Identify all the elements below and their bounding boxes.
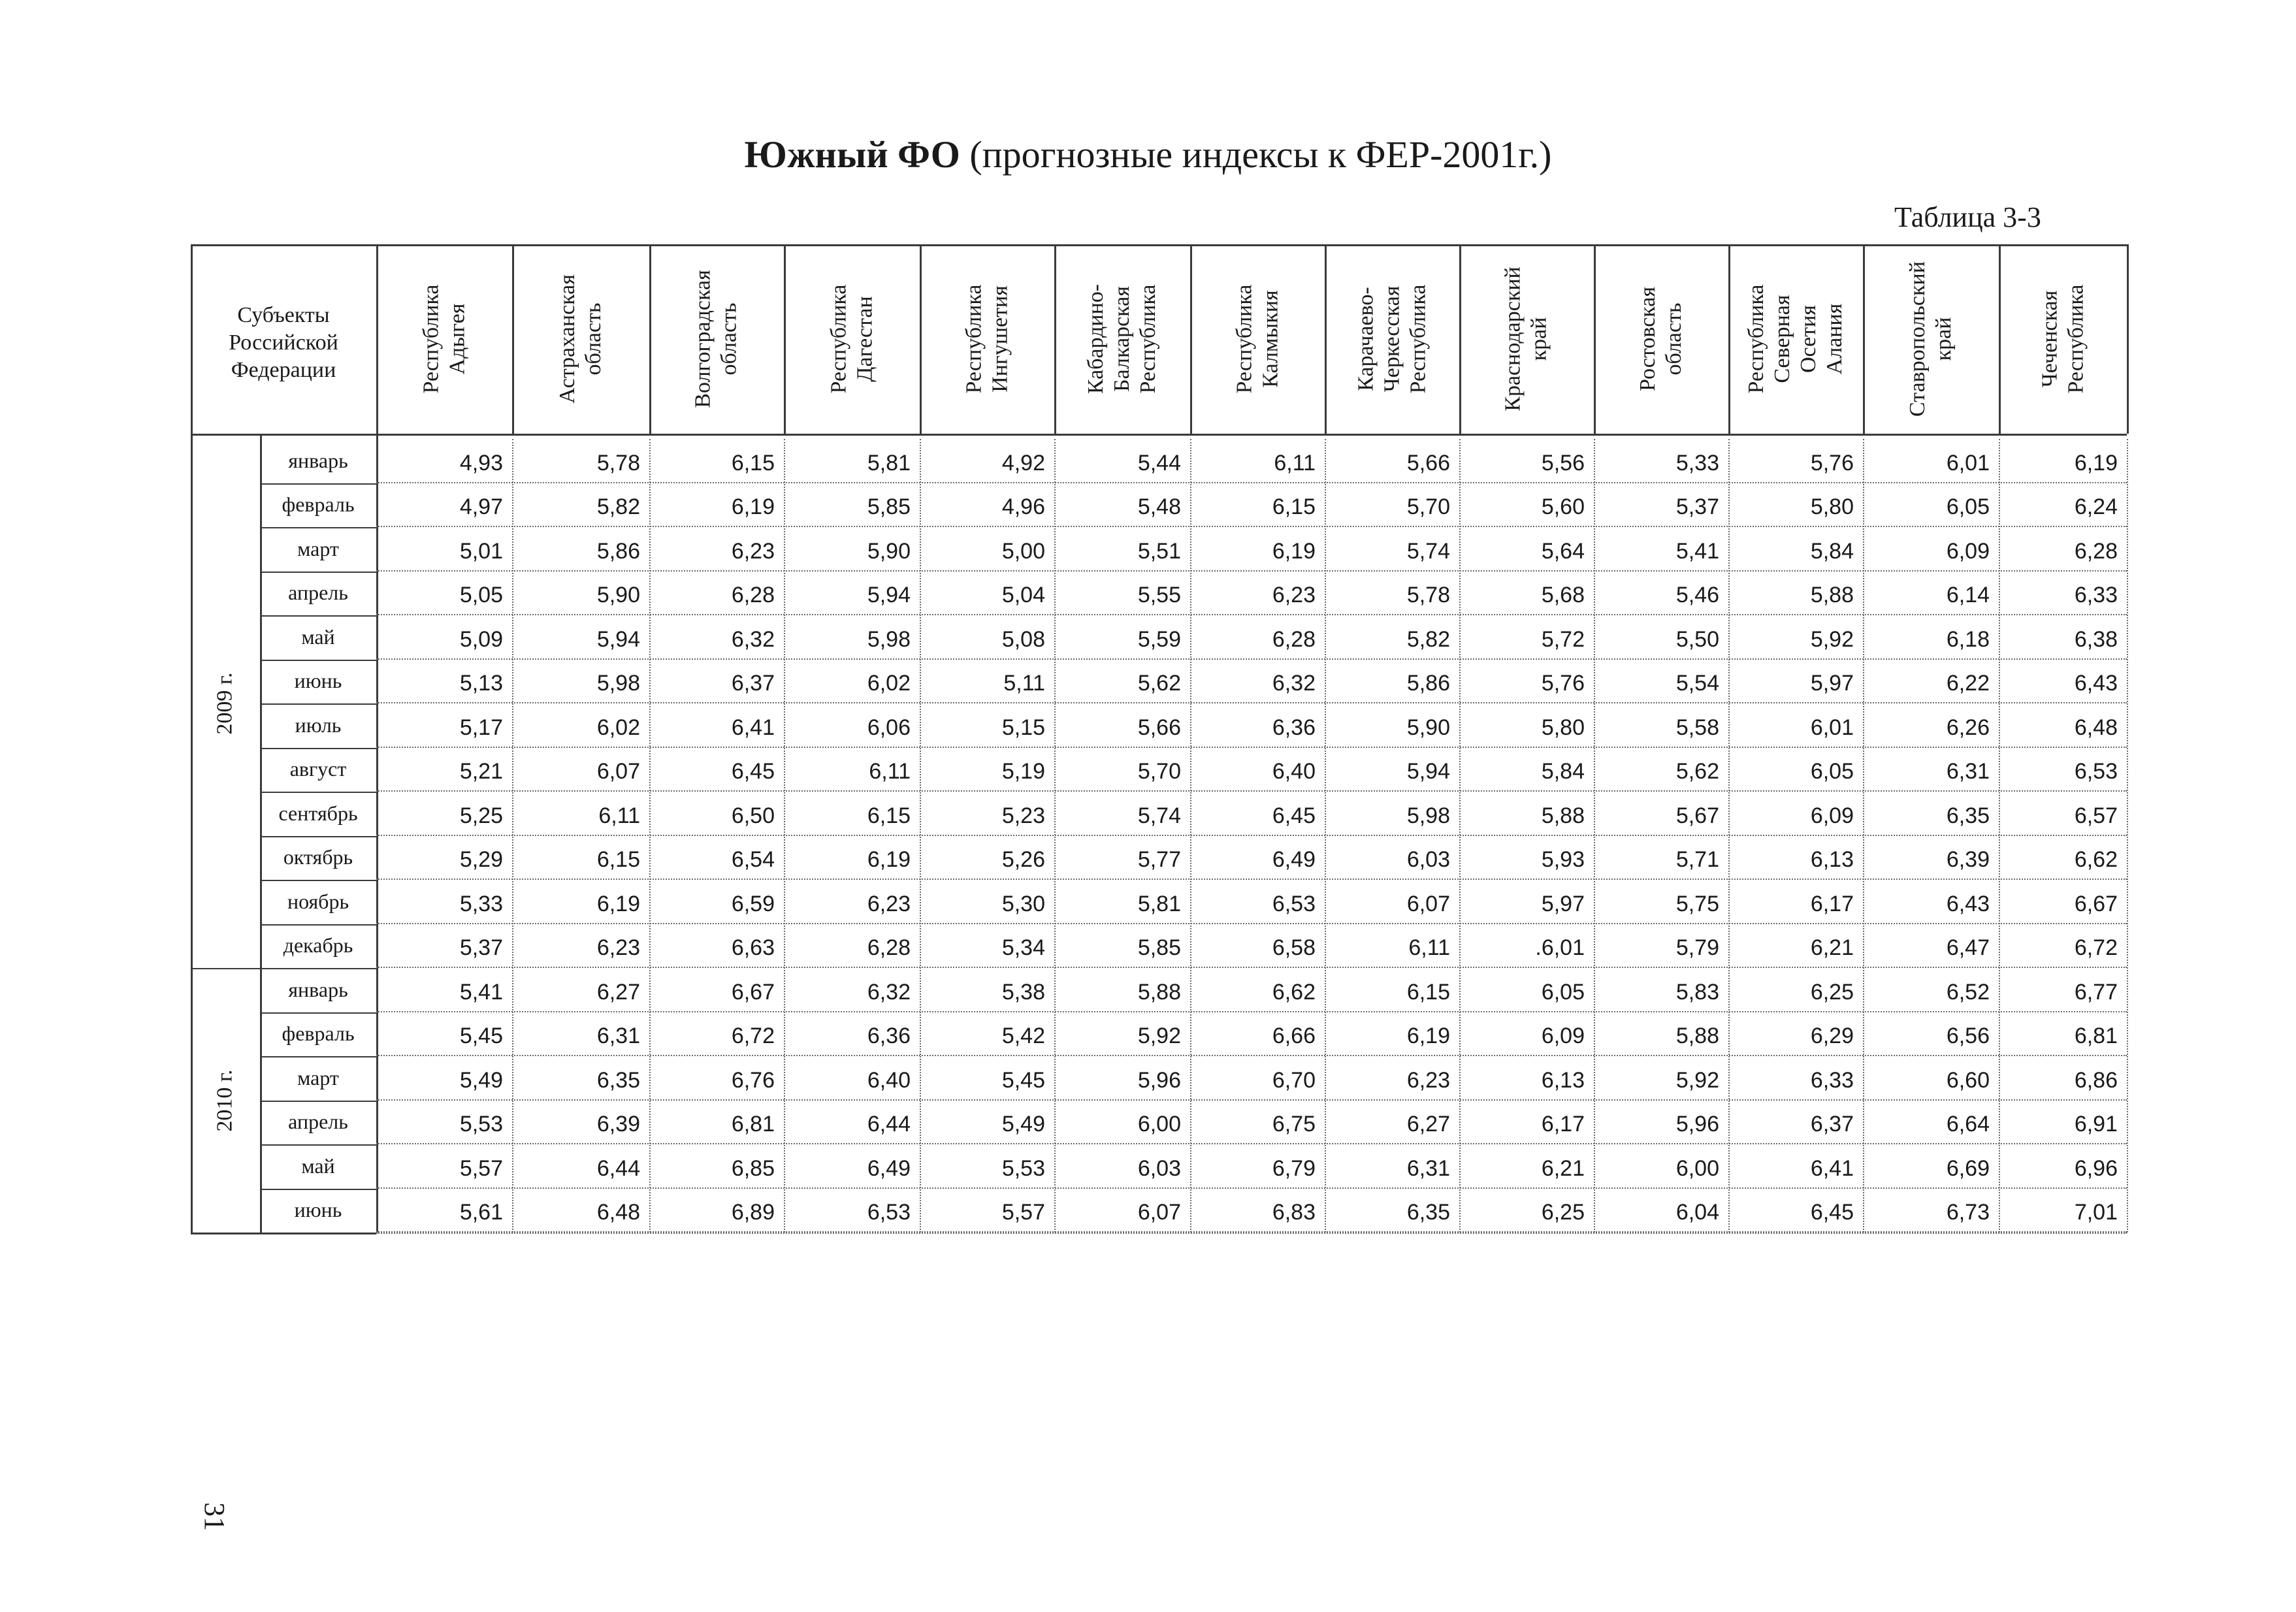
table-cell: 6,01 xyxy=(1810,715,1854,740)
table-cell: 5,34 xyxy=(1001,935,1045,960)
column-header-label: Краснодарский край xyxy=(1501,266,1551,411)
table-cell: 5,88 xyxy=(1541,803,1585,828)
table-cell: 6,37 xyxy=(731,671,775,696)
table-cell: 6,07 xyxy=(1406,891,1450,916)
table-cell: 5,67 xyxy=(1675,803,1719,828)
table-cell: 5,71 xyxy=(1675,847,1719,872)
table-cell: 5,90 xyxy=(867,538,911,564)
column-header xyxy=(1190,244,1325,434)
table-cell: 6,44 xyxy=(596,1155,640,1181)
table-cell: 5,01 xyxy=(459,538,503,564)
table-cell: 6,21 xyxy=(1810,935,1854,960)
table-cell: 6,15 xyxy=(867,803,911,828)
table-cell: 6,45 xyxy=(731,759,775,784)
table-cell: 5,82 xyxy=(596,494,640,519)
table-cell: 6,19 xyxy=(596,891,640,916)
table-cell: 6,31 xyxy=(596,1024,640,1048)
table-cell: 5,84 xyxy=(1810,538,1854,564)
table-cell: 5,50 xyxy=(1675,626,1719,652)
table-cell: 6,36 xyxy=(867,1024,911,1048)
table-cell: 6,79 xyxy=(1272,1155,1316,1181)
table-cell: 6,28 xyxy=(731,583,775,607)
table-cell: 5,42 xyxy=(1001,1024,1045,1048)
table-cell: 6,81 xyxy=(731,1112,775,1136)
table-cell: 6,05 xyxy=(1810,759,1854,784)
table-cell: 4,96 xyxy=(1001,494,1045,519)
table-cell: 6,27 xyxy=(1406,1112,1450,1136)
table-cell: 5,46 xyxy=(1675,583,1719,607)
table-cell: 5,45 xyxy=(1001,1067,1045,1093)
table-cell: 5,15 xyxy=(1001,715,1045,740)
table-cell: 6,07 xyxy=(1137,1200,1181,1225)
table-cell: 6,17 xyxy=(1810,891,1854,916)
table-cell: 5,49 xyxy=(1001,1112,1045,1136)
table-cell: 5,90 xyxy=(1406,715,1450,740)
header-left-rule xyxy=(191,244,193,434)
table-cell: 6,06 xyxy=(867,715,911,740)
table-cell: 6,58 xyxy=(1272,935,1316,960)
table-cell: 6,03 xyxy=(1137,1155,1181,1181)
header-col-rule xyxy=(2127,244,2129,434)
table-cell: 4,97 xyxy=(459,494,503,519)
header-bottom-rule xyxy=(191,434,2127,436)
table-cell: 6,72 xyxy=(2074,935,2118,960)
column-header-label: Кабардино- Балкарская Республика xyxy=(1084,283,1160,395)
table-cell: 5,25 xyxy=(459,803,503,828)
column-header-label: Астраханская область xyxy=(555,274,606,404)
table-cell: 6,00 xyxy=(1675,1155,1719,1181)
table-cell: 6,53 xyxy=(2074,759,2118,784)
column-header xyxy=(1999,244,2127,434)
year-label xyxy=(191,439,260,968)
table-cell: 6,28 xyxy=(2074,538,2118,564)
month-label: май xyxy=(301,624,335,649)
month-label: февраль xyxy=(282,1022,355,1045)
table-cell: 6,53 xyxy=(867,1200,911,1225)
table-cell: 5,75 xyxy=(1675,891,1719,916)
table-cell: 5,93 xyxy=(1541,847,1585,872)
table-cell: 5,72 xyxy=(1541,626,1585,652)
table-cell: 5,90 xyxy=(596,583,640,607)
table-cell: 6,11 xyxy=(1274,450,1316,476)
table-cell: 6,63 xyxy=(731,935,775,960)
month-label: июль xyxy=(295,713,342,737)
table-cell: 5,83 xyxy=(1675,979,1719,1005)
table-cell: 5,62 xyxy=(1675,759,1719,784)
column-header xyxy=(1054,244,1190,434)
table-cell: 5,33 xyxy=(459,891,503,916)
table-cell: 6,76 xyxy=(731,1067,775,1093)
table-cell: 5,19 xyxy=(1001,759,1045,784)
table-cell: 5,53 xyxy=(459,1112,503,1136)
month-label: ноябрь xyxy=(287,889,349,913)
table-cell: 6,25 xyxy=(1810,979,1854,1005)
table-cell: 6,19 xyxy=(1406,1024,1450,1048)
table-cell: 6,32 xyxy=(731,626,775,652)
page-title-rest: (прогнозные индексы к ФЕР-2001г.) xyxy=(960,133,1552,176)
table-cell: 5,54 xyxy=(1675,671,1719,696)
table-cell: 6,45 xyxy=(1272,803,1316,828)
table-cell: 6,19 xyxy=(2074,450,2118,476)
table-cell: 5,85 xyxy=(867,494,911,519)
table-cell: 5,29 xyxy=(459,847,503,872)
table-cell: 6,13 xyxy=(1810,847,1854,872)
table-cell: 6,43 xyxy=(1946,891,1990,916)
table-cell: 5,76 xyxy=(1810,450,1854,476)
table-cell: 6,24 xyxy=(2074,494,2118,519)
table-cell: 6,11 xyxy=(598,803,640,828)
table-cell: 5,94 xyxy=(867,583,911,607)
table-cell: 5,78 xyxy=(1406,583,1450,607)
table-cell: 6,91 xyxy=(2074,1112,2118,1136)
column-header xyxy=(1594,244,1728,434)
table-cell: 6,09 xyxy=(1810,803,1854,828)
table-cell: 6,50 xyxy=(731,803,775,828)
month-label: апрель xyxy=(288,581,348,604)
column-header-label: Республика Дагестан xyxy=(826,284,877,394)
column-header xyxy=(784,244,920,434)
table-cell: 5,82 xyxy=(1406,626,1450,652)
column-header-label: Республика Калмыкия xyxy=(1231,284,1282,394)
table-cell: 5,98 xyxy=(596,671,640,696)
page-number: 31 xyxy=(199,1502,231,1531)
table-cell: 6,11 xyxy=(1408,935,1450,960)
table-cell: 6,36 xyxy=(1272,715,1316,740)
table-cell: 5,84 xyxy=(1541,759,1585,784)
table-cell: 6,26 xyxy=(1946,715,1990,740)
page-title-bold: Южный ФО xyxy=(744,133,960,176)
table-cell: 6,14 xyxy=(1946,583,1990,607)
table-cell: .6,01 xyxy=(1535,935,1585,960)
table-cell: 6,44 xyxy=(867,1112,911,1136)
body-bottom-rule xyxy=(191,1233,376,1234)
table-cell: 5,70 xyxy=(1406,494,1450,519)
table-cell: 6,11 xyxy=(869,759,911,784)
table-cell: 4,92 xyxy=(1001,450,1045,476)
month-label: май xyxy=(301,1153,335,1178)
table-cell: 6,66 xyxy=(1272,1024,1316,1048)
table-cell: 6,25 xyxy=(1541,1200,1585,1225)
table-cell: 6,41 xyxy=(731,715,775,740)
table-cell: 5,57 xyxy=(1001,1200,1045,1225)
table-cell: 5,68 xyxy=(1541,583,1585,607)
table-cell: 5,81 xyxy=(867,450,911,476)
table-cell: 6,35 xyxy=(1946,803,1990,828)
table-cell: 5,53 xyxy=(1001,1155,1045,1181)
table-cell: 6,96 xyxy=(2074,1155,2118,1181)
table-cell: 5,80 xyxy=(1810,494,1854,519)
column-header-label: Ставропольский край xyxy=(1905,261,1956,417)
table-number: Таблица 3-3 xyxy=(1894,201,2041,233)
table-cell: 6,33 xyxy=(2074,583,2118,607)
table-cell: 5,98 xyxy=(1406,803,1450,828)
table-cell: 6,35 xyxy=(1406,1200,1450,1225)
table-cell: 6,02 xyxy=(596,715,640,740)
table-cell: 6,17 xyxy=(1541,1112,1585,1136)
table-cell: 6,13 xyxy=(1541,1067,1585,1093)
table-cell: 5,94 xyxy=(596,626,640,652)
table-cell: 6,31 xyxy=(1406,1155,1450,1181)
table-cell: 5,74 xyxy=(1406,538,1450,564)
table-cell: 6,03 xyxy=(1406,847,1450,872)
table-cell: 5,30 xyxy=(1001,891,1045,916)
table-cell: 6,45 xyxy=(1810,1200,1854,1225)
table-cell: 5,76 xyxy=(1541,671,1585,696)
table-cell: 5,56 xyxy=(1541,450,1585,476)
table-cell: 6,57 xyxy=(2074,803,2118,828)
column-header xyxy=(1728,244,1863,434)
table-cell: 5,97 xyxy=(1810,671,1854,696)
table-cell: 6,40 xyxy=(1272,759,1316,784)
month-label: июнь xyxy=(294,669,342,692)
table-cell: 5,51 xyxy=(1137,538,1181,564)
table-cell: 6,43 xyxy=(2074,671,2118,696)
table-cell: 6,48 xyxy=(2074,715,2118,740)
month-label: февраль xyxy=(282,492,355,516)
table-cell: 5,58 xyxy=(1675,715,1719,740)
month-label: январь xyxy=(288,977,348,1001)
table-cell: 5,88 xyxy=(1810,583,1854,607)
table-cell: 5,62 xyxy=(1137,671,1181,696)
table-cell: 6,77 xyxy=(2074,979,2118,1005)
table-cell: 5,09 xyxy=(459,626,503,652)
column-header-label: Республика Адыгея xyxy=(418,284,469,394)
table-cell: 6,40 xyxy=(867,1067,911,1093)
table-cell: 6,67 xyxy=(731,979,775,1005)
table-cell: 5,92 xyxy=(1810,626,1854,652)
table-cell: 6,23 xyxy=(1406,1067,1450,1093)
table-cell: 6,23 xyxy=(596,935,640,960)
table-cell: 5,61 xyxy=(459,1200,503,1225)
table-cell: 5,60 xyxy=(1541,494,1585,519)
table-cell: 5,97 xyxy=(1541,891,1585,916)
table-cell: 5,04 xyxy=(1001,583,1045,607)
table-cell: 5,59 xyxy=(1137,626,1181,652)
table-cell: 6,81 xyxy=(2074,1024,2118,1048)
table-cell: 5,96 xyxy=(1137,1067,1181,1093)
corner-header-label: Субъекты Российской Федерации xyxy=(229,303,338,382)
table-cell: 6,89 xyxy=(731,1200,775,1225)
table-cell: 5,86 xyxy=(596,538,640,564)
table-cell: 6,56 xyxy=(1946,1024,1990,1048)
year-label-text: 2010 г. xyxy=(213,1069,237,1132)
month-label: январь xyxy=(288,448,348,472)
month-label: март xyxy=(297,1065,339,1089)
table-cell: 5,55 xyxy=(1137,583,1181,607)
table-cell: 6,15 xyxy=(596,847,640,872)
table-cell: 6,19 xyxy=(731,494,775,519)
table-cell: 6,19 xyxy=(867,847,911,872)
table-cell: 5,13 xyxy=(459,671,503,696)
table-cell: 6,21 xyxy=(1541,1155,1585,1181)
table-cell: 6,52 xyxy=(1946,979,1990,1005)
table-cell: 5,21 xyxy=(459,759,503,784)
table-cell: 6,54 xyxy=(731,847,775,872)
table-cell: 5,79 xyxy=(1675,935,1719,960)
table-cell: 6,33 xyxy=(1810,1067,1854,1093)
column-header-label: Ростовская область xyxy=(1636,286,1686,392)
column-header xyxy=(512,244,649,434)
table-cell: 6,83 xyxy=(1272,1200,1316,1225)
table-cell: 6,62 xyxy=(1272,979,1316,1005)
table-cell: 6,32 xyxy=(1272,671,1316,696)
table-cell: 5,11 xyxy=(1003,671,1045,696)
column-header xyxy=(920,244,1054,434)
table-cell: 6,04 xyxy=(1675,1200,1719,1225)
table-cell: 6,18 xyxy=(1946,626,1990,652)
table-cell: 5,48 xyxy=(1137,494,1181,519)
column-header xyxy=(1459,244,1594,434)
table-cell: 6,70 xyxy=(1272,1067,1316,1093)
table-cell: 5,92 xyxy=(1137,1024,1181,1048)
table-cell: 6,53 xyxy=(1272,891,1316,916)
table-cell: 6,01 xyxy=(1946,450,1990,476)
column-header xyxy=(1325,244,1459,434)
column-header-label: Волгоградская область xyxy=(691,270,741,408)
table-cell: 6,29 xyxy=(1810,1024,1854,1048)
table-cell: 6,31 xyxy=(1946,759,1990,784)
table-cell: 6,75 xyxy=(1272,1112,1316,1136)
table-cell: 5,08 xyxy=(1001,626,1045,652)
month-label: декабрь xyxy=(283,933,353,957)
table-cell: 6,00 xyxy=(1137,1112,1181,1136)
table-cell: 6,23 xyxy=(1272,583,1316,607)
month-label: октябрь xyxy=(283,845,353,869)
table-cell: 6,39 xyxy=(596,1112,640,1136)
table-cell: 6,15 xyxy=(1272,494,1316,519)
table-cell: 7,01 xyxy=(2074,1200,2118,1225)
table-cell: 5,23 xyxy=(1001,803,1045,828)
table-cell: 5,38 xyxy=(1001,979,1045,1005)
month-label: август xyxy=(289,757,347,781)
table-cell: 6,85 xyxy=(731,1155,775,1181)
table-cell: 6,39 xyxy=(1946,847,1990,872)
table-cell: 6,28 xyxy=(1272,626,1316,652)
table-cell: 6,37 xyxy=(1810,1112,1854,1136)
table-cell: 6,35 xyxy=(596,1067,640,1093)
table-cell: 5,33 xyxy=(1675,450,1719,476)
column-header xyxy=(1863,244,1999,434)
table-cell: 5,70 xyxy=(1137,759,1181,784)
table-cell: 6,23 xyxy=(731,538,775,564)
table-cell: 6,23 xyxy=(867,891,911,916)
table-cell: 5,74 xyxy=(1137,803,1181,828)
table-cell: 6,09 xyxy=(1946,538,1990,564)
table-cell: 6,09 xyxy=(1541,1024,1585,1048)
table-cell: 6,27 xyxy=(596,979,640,1005)
table-cell: 6,02 xyxy=(867,671,911,696)
table-cell: 5,64 xyxy=(1541,538,1585,564)
table-cell: 5,41 xyxy=(459,979,503,1005)
table-cell: 6,41 xyxy=(1810,1155,1854,1181)
year-label xyxy=(191,968,260,1233)
column-header-label: Республика Ингушетия xyxy=(961,284,1012,394)
table-cell: 5,86 xyxy=(1406,671,1450,696)
column-header-label: Чеченская Республика xyxy=(2037,284,2088,394)
table-cell: 6,67 xyxy=(2074,891,2118,916)
table-cell: 6,07 xyxy=(596,759,640,784)
table-cell: 5,66 xyxy=(1137,715,1181,740)
table-cell: 5,41 xyxy=(1675,538,1719,564)
table-cell: 5,26 xyxy=(1001,847,1045,872)
table-cell: 6,32 xyxy=(867,979,911,1005)
table-cell: 4,93 xyxy=(459,450,503,476)
table-cell: 5,57 xyxy=(459,1155,503,1181)
table-cell: 5,88 xyxy=(1675,1024,1719,1048)
table-cell: 6,59 xyxy=(731,891,775,916)
table-cell: 6,19 xyxy=(1272,538,1316,564)
table-cell: 5,92 xyxy=(1675,1067,1719,1093)
table-cell: 6,47 xyxy=(1946,935,1990,960)
table-cell: 5,78 xyxy=(596,450,640,476)
table-cell: 6,60 xyxy=(1946,1067,1990,1093)
table-cell: 5,96 xyxy=(1675,1112,1719,1136)
table-cell: 6,15 xyxy=(731,450,775,476)
table-cell: 5,98 xyxy=(867,626,911,652)
table-cell: 6,72 xyxy=(731,1024,775,1048)
table-cell: 6,62 xyxy=(2074,847,2118,872)
table-cell: 5,80 xyxy=(1541,715,1585,740)
table-cell: 6,15 xyxy=(1406,979,1450,1005)
table-cell: 5,00 xyxy=(1001,538,1045,564)
data-col-dotted xyxy=(2127,439,2128,1233)
column-header-label: Карачаево- Черкесская Республика xyxy=(1353,284,1430,394)
table-cell: 5,45 xyxy=(459,1024,503,1048)
table-cell: 5,81 xyxy=(1137,891,1181,916)
table-cell: 6,49 xyxy=(867,1155,911,1181)
month-label: апрель xyxy=(288,1110,348,1133)
table-cell: 6,28 xyxy=(867,935,911,960)
table-cell: 5,88 xyxy=(1137,979,1181,1005)
table-cell: 6,49 xyxy=(1272,847,1316,872)
table-cell: 6,38 xyxy=(2074,626,2118,652)
table-cell: 5,85 xyxy=(1137,935,1181,960)
table-cell: 6,69 xyxy=(1946,1155,1990,1181)
month-label: март xyxy=(297,536,339,560)
month-label: июнь xyxy=(294,1198,342,1221)
table-cell: 5,37 xyxy=(459,935,503,960)
table-cell: 6,05 xyxy=(1946,494,1990,519)
column-header xyxy=(376,244,512,434)
table-cell: 5,77 xyxy=(1137,847,1181,872)
table-cell: 5,05 xyxy=(459,583,503,607)
table-cell: 6,86 xyxy=(2074,1067,2118,1093)
month-label: сентябрь xyxy=(278,801,358,825)
table-cell: 6,73 xyxy=(1946,1200,1990,1225)
year-label-text: 2009 г. xyxy=(213,672,237,735)
table-cell: 6,22 xyxy=(1946,671,1990,696)
table-cell: 6,64 xyxy=(1946,1112,1990,1136)
column-header-label: Республика Северная Осетия Алания xyxy=(1744,284,1847,394)
table-cell: 5,94 xyxy=(1406,759,1450,784)
column-header xyxy=(649,244,784,434)
table-cell: 5,37 xyxy=(1675,494,1719,519)
table-cell: 5,44 xyxy=(1137,450,1181,476)
table-cell: 5,49 xyxy=(459,1067,503,1093)
table-cell: 5,17 xyxy=(459,715,503,740)
table-cell: 5,66 xyxy=(1406,450,1450,476)
table-cell: 6,48 xyxy=(596,1200,640,1225)
table-cell: 6,05 xyxy=(1541,979,1585,1005)
